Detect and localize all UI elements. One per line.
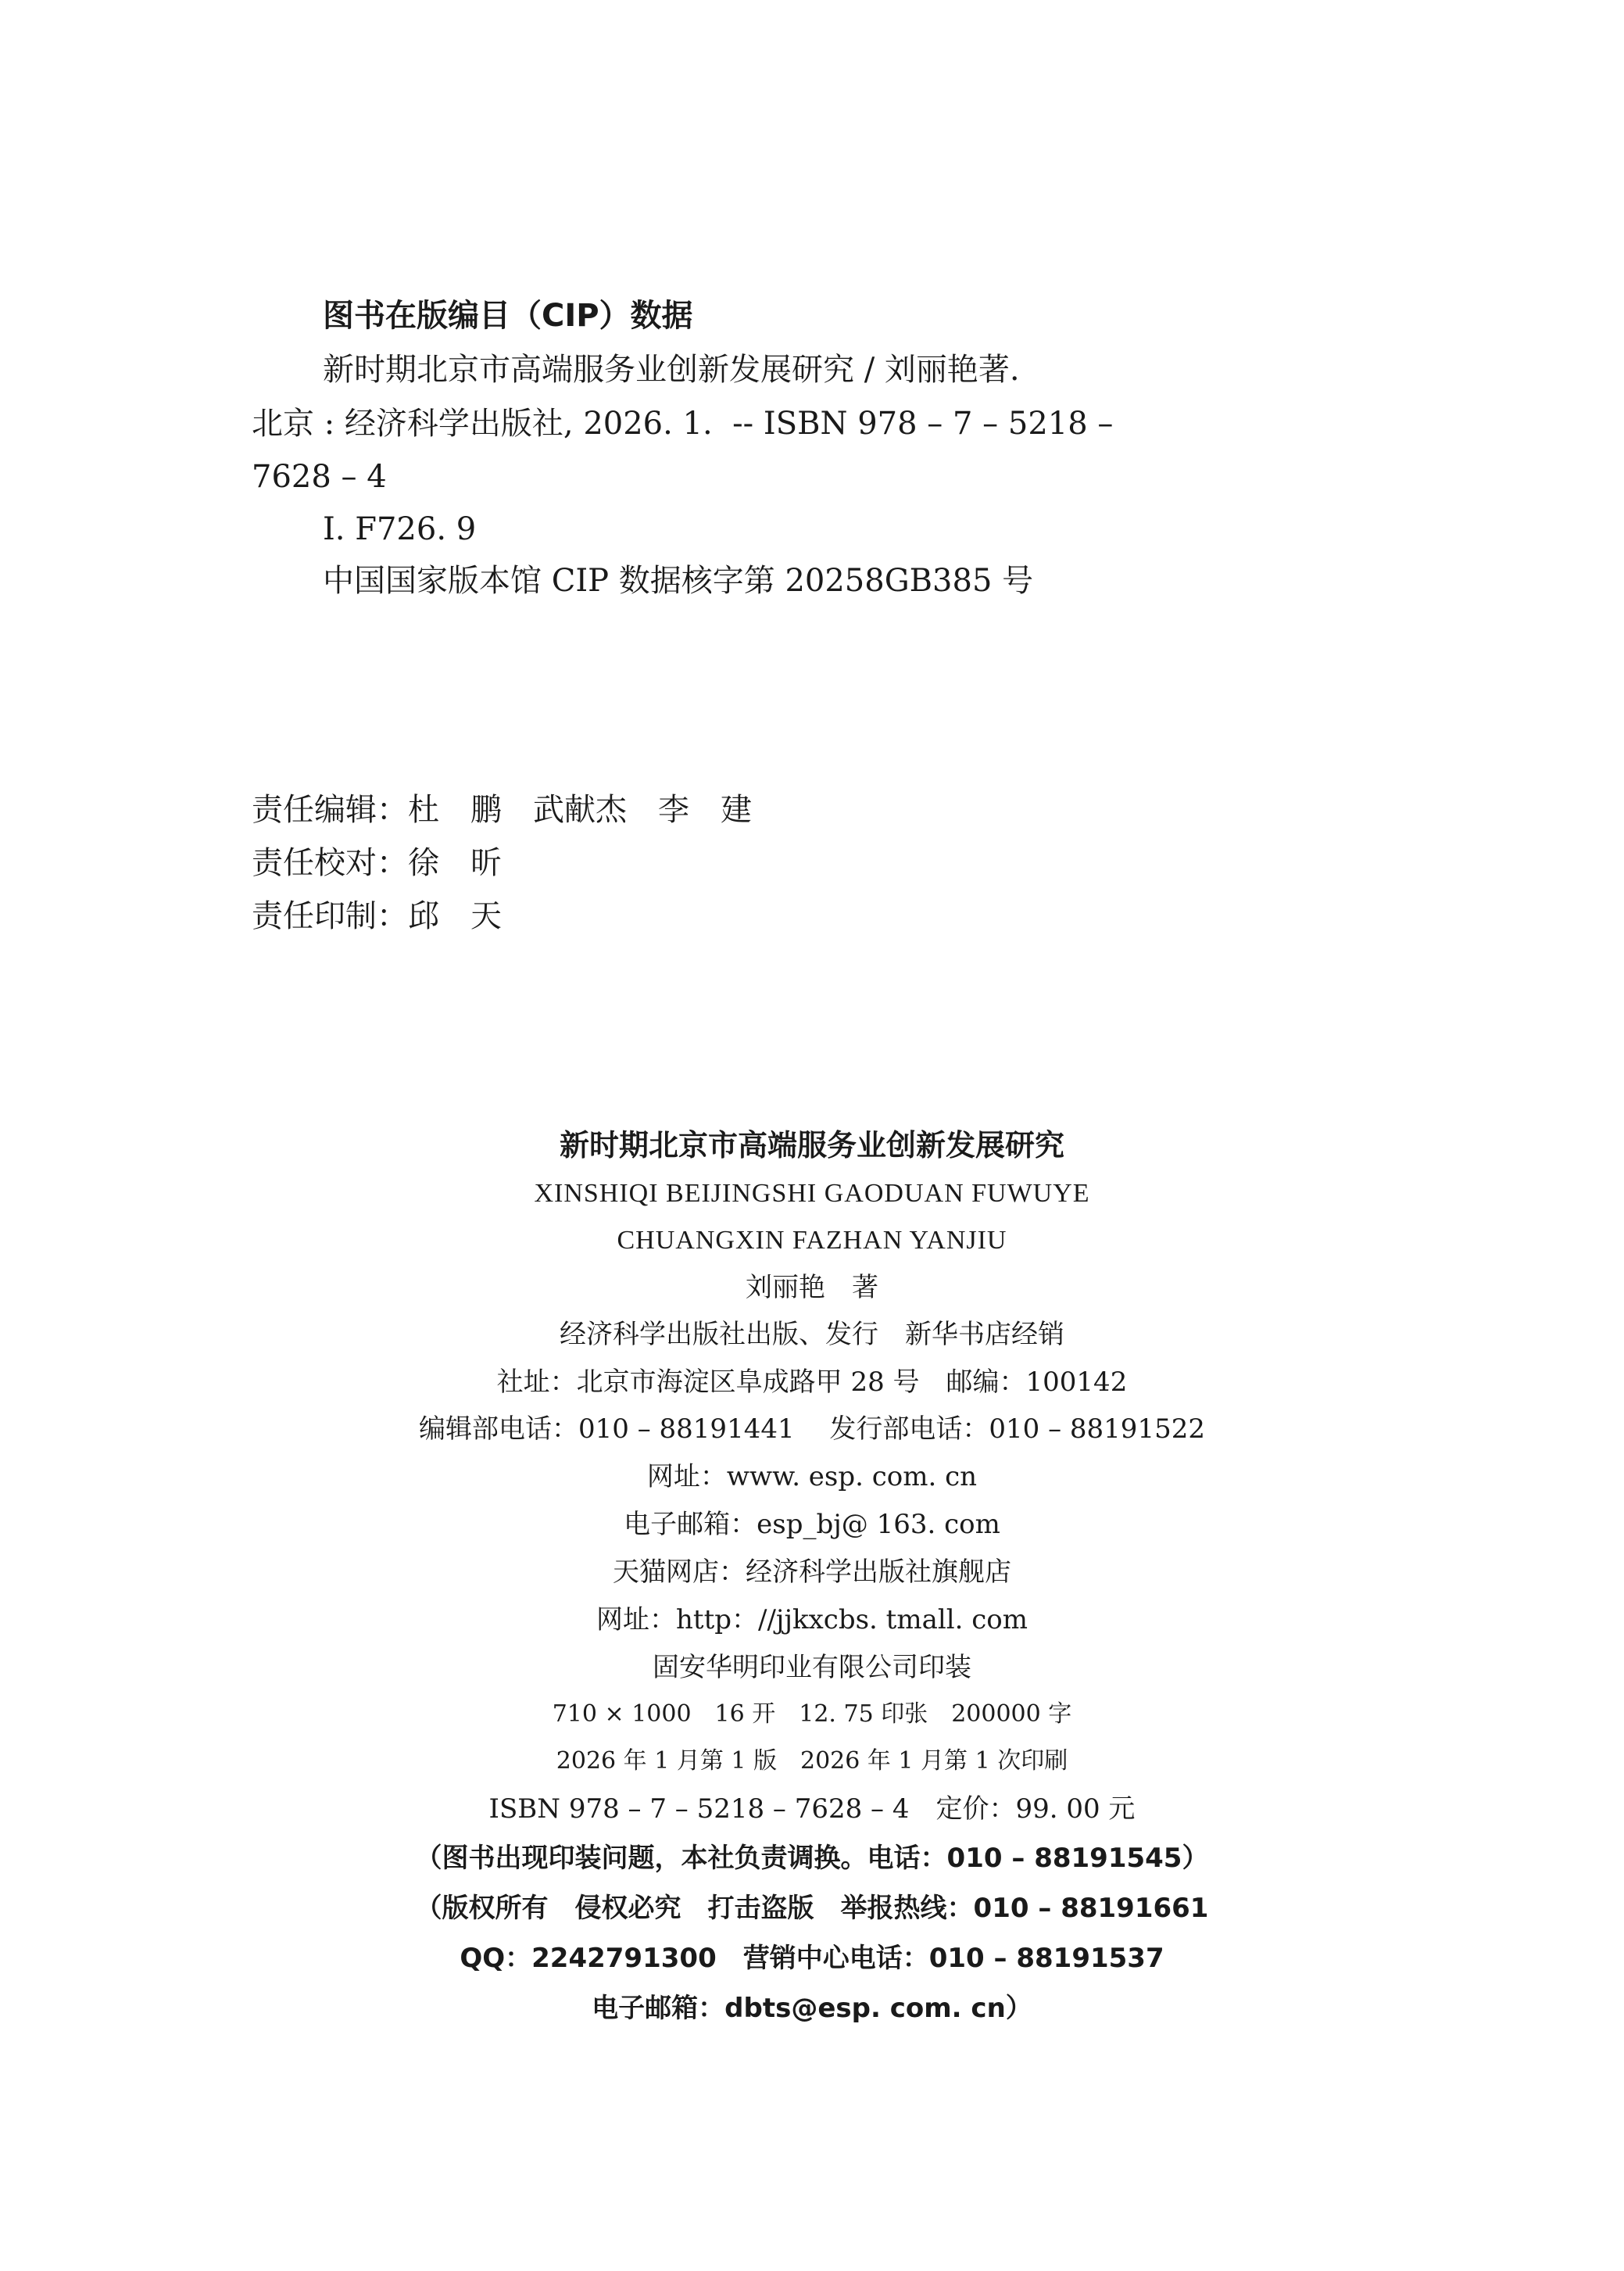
imprint-publisher: 经济科学出版社出版、发行 新华书店经销: [560, 1319, 1064, 1350]
cip-number: 中国国家版本馆 CIP 数据核字第 20258GB385 号: [323, 563, 1034, 599]
imprint-author: 刘丽艳 著: [746, 1272, 878, 1303]
credit-proofreader: 责任校对：徐 昕: [252, 845, 502, 881]
imprint-printer: 固安华明印业有限公司印装: [653, 1652, 971, 1683]
cip-publisher-line: 北京 : 经济科学出版社, 2026. 1. -- ISBN 978 – 7 – 5218 –: [252, 406, 1114, 442]
cip-heading: 图书在版编目（CIP）数据: [323, 298, 693, 334]
imprint-isbn-price: ISBN 978 – 7 – 5218 – 7628 – 4 定价：99. 00 元: [488, 1793, 1136, 1825]
cip-title-line: 新时期北京市高端服务业创新发展研究 / 刘丽艳著.: [323, 352, 1020, 388]
credit-printing: 责任印制：邱 天: [252, 898, 502, 934]
cip-classification: Ⅰ. F726. 9: [323, 511, 477, 547]
imprint-notice-copyright: （版权所有 侵权必究 打击盗版 举报热线：010 – 88191661: [415, 1893, 1209, 1924]
imprint-website: 网址：www. esp. com. cn: [646, 1461, 978, 1492]
imprint-address: 社址：北京市海淀区阜成路甲 28 号 邮编：100142: [496, 1367, 1128, 1398]
imprint-title: 新时期北京市高端服务业创新发展研究: [559, 1128, 1064, 1162]
imprint-phones: 编辑部电话：010 – 88191441 发行部电话：010 – 88191522: [419, 1413, 1205, 1445]
imprint-tmall-url: 网址：http：//jjkxcbs. tmall. com: [596, 1604, 1028, 1635]
imprint-pinyin-line-1: XINSHIQI BEIJINGSHI GAODUAN FUWUYE: [534, 1179, 1090, 1208]
imprint-edition: 2026 年 1 月第 1 版 2026 年 1 月第 1 次印刷: [556, 1747, 1068, 1775]
imprint-pinyin-line-2: CHUANGXIN FAZHAN YANJIU: [617, 1226, 1007, 1255]
imprint-notice-repair: （图书出现印装问题，本社负责调换。电话：010 – 88191545）: [415, 1843, 1209, 1874]
credit-editors: 责任编辑：杜 鹏 武献杰 李 建: [252, 792, 752, 828]
imprint-format: 710 × 1000 16 开 12. 75 印张 200000 字: [552, 1700, 1072, 1728]
imprint-tmall-store: 天猫网店：经济科学出版社旗舰店: [613, 1556, 1011, 1588]
imprint-notice-email: 电子邮箱：dbts@esp. com. cn）: [592, 1993, 1032, 2024]
cip-isbn-tail: 7628 – 4: [252, 459, 387, 495]
imprint-email: 电子邮箱：esp_bj@ 163. com: [624, 1509, 1000, 1540]
imprint-notice-qq: QQ：2242791300 营销中心电话：010 – 88191537: [460, 1943, 1164, 1974]
